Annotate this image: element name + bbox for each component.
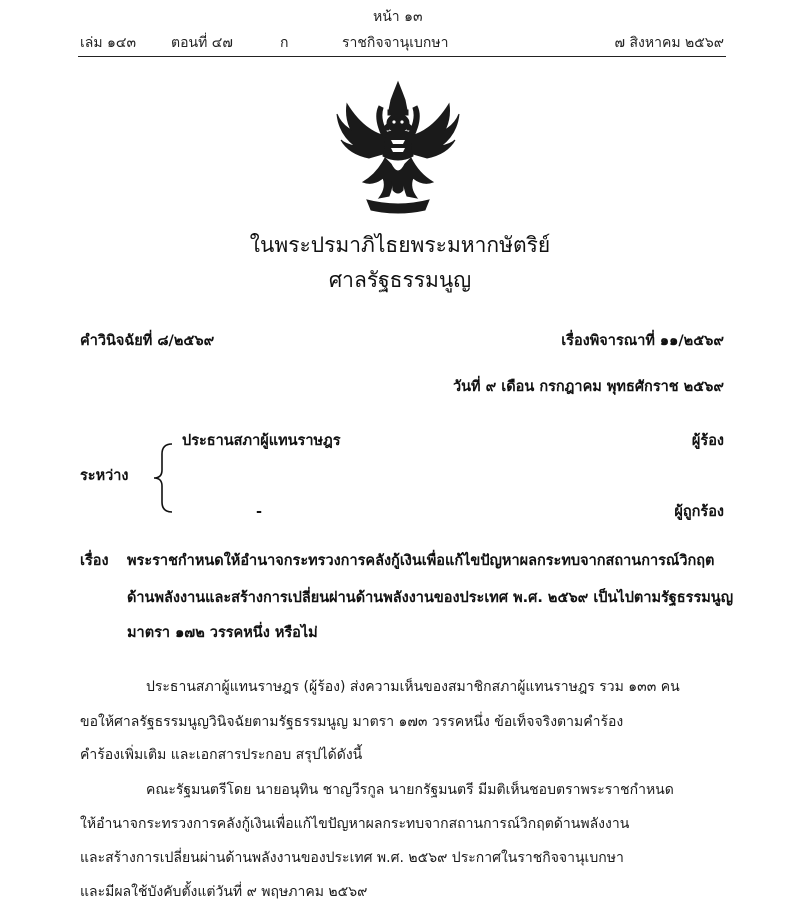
court-heading-line1: ในพระปรมาภิไธยพระมหากษัตริย์ xyxy=(249,233,551,257)
gazette-section: ตอนที่ ๔๗ xyxy=(171,35,233,51)
petitioner-name: ประธานสภาผู้แทนราษฎร xyxy=(182,433,341,449)
garuda-emblem-icon xyxy=(333,78,463,214)
paragraph-line: และสร้างการเปลี่ยนผ่านด้านพลังงานของประเทศ พ.ศ. ๒๕๖๙ ประกาศในราชกิจจานุเบกษา xyxy=(80,850,624,866)
gazette-date: ๗ สิงหาคม ๒๕๖๙ xyxy=(614,35,724,51)
gazette-title: ราชกิจจานุเบกษา xyxy=(342,35,449,51)
paragraph-line: คณะรัฐมนตรีโดย นายอนุทิน ชาญวีรกูล นายกรัฐมนตรี มีมติเห็นชอบตราพระราชกำหนด xyxy=(146,782,674,798)
court-heading-line2: ศาลรัฐธรรมนูญ xyxy=(328,268,472,292)
paragraph-line: คำร้องเพิ่มเติม และเอกสารประกอบ สรุปได้ดังนี้ xyxy=(80,747,363,763)
gazette-section-type: ก xyxy=(280,35,289,51)
paragraph-line: ประธานสภาผู้แทนราษฎร (ผู้ร้อง) ส่งความเห็นของสมาชิกสภาผู้แทนราษฎร รวม ๑๓๓ คน xyxy=(146,679,680,695)
subject-line: พระราชกำหนดให้อำนาจกระทรวงการคลังกู้เงินเพื่อแก้ไขปัญหาผลกระทบจากสถานการณ์วิกฤต xyxy=(127,553,715,569)
paragraph-line: และมีผลใช้บังคับตั้งแต่วันที่ ๙ พฤษภาคม ๒๕๖๙ xyxy=(80,884,368,900)
brace-icon xyxy=(152,442,174,514)
respondent-name: - xyxy=(256,504,263,520)
ruling-date: วันที่ ๙ เดือน กรกฎาคม พุทธศักราช ๒๕๖๙ xyxy=(452,379,724,395)
ruling-number: คำวินิจฉัยที่ ๘/๒๕๖๙ xyxy=(80,333,215,349)
between-label: ระหว่าง xyxy=(80,468,129,484)
gazette-volume: เล่ม ๑๔๓ xyxy=(80,35,137,51)
respondent-role: ผู้ถูกร้อง xyxy=(674,504,724,520)
subject-line: มาตรา ๑๗๒ วรรคหนึ่ง หรือไม่ xyxy=(127,625,318,641)
paragraph-line: ให้อำนาจกระทรวงการคลังกู้เงินเพื่อแก้ไขปัญหาผลกระทบจากสถานการณ์วิกฤตด้านพลังงาน xyxy=(80,816,630,832)
petitioner-role: ผู้ร้อง xyxy=(691,433,724,449)
subject-line: ด้านพลังงานและสร้างการเปลี่ยนผ่านด้านพลังงานของประเทศ พ.ศ. ๒๕๖๙ เป็นไปตามรัฐธรรมนูญ xyxy=(127,590,734,606)
paragraph-line: ขอให้ศาลรัฐธรรมนูญวินิจฉัยตามรัฐธรรมนูญ มาตรา ๑๗๓ วรรคหนึ่ง ข้อเท็จจริงตามคำร้อง xyxy=(80,714,624,730)
subject-label: เรื่อง xyxy=(80,553,109,569)
header-divider xyxy=(78,56,726,57)
case-number: เรื่องพิจารณาที่ ๑๑/๒๕๖๙ xyxy=(561,333,724,349)
page-number: หน้า ๑๓ xyxy=(373,9,423,25)
